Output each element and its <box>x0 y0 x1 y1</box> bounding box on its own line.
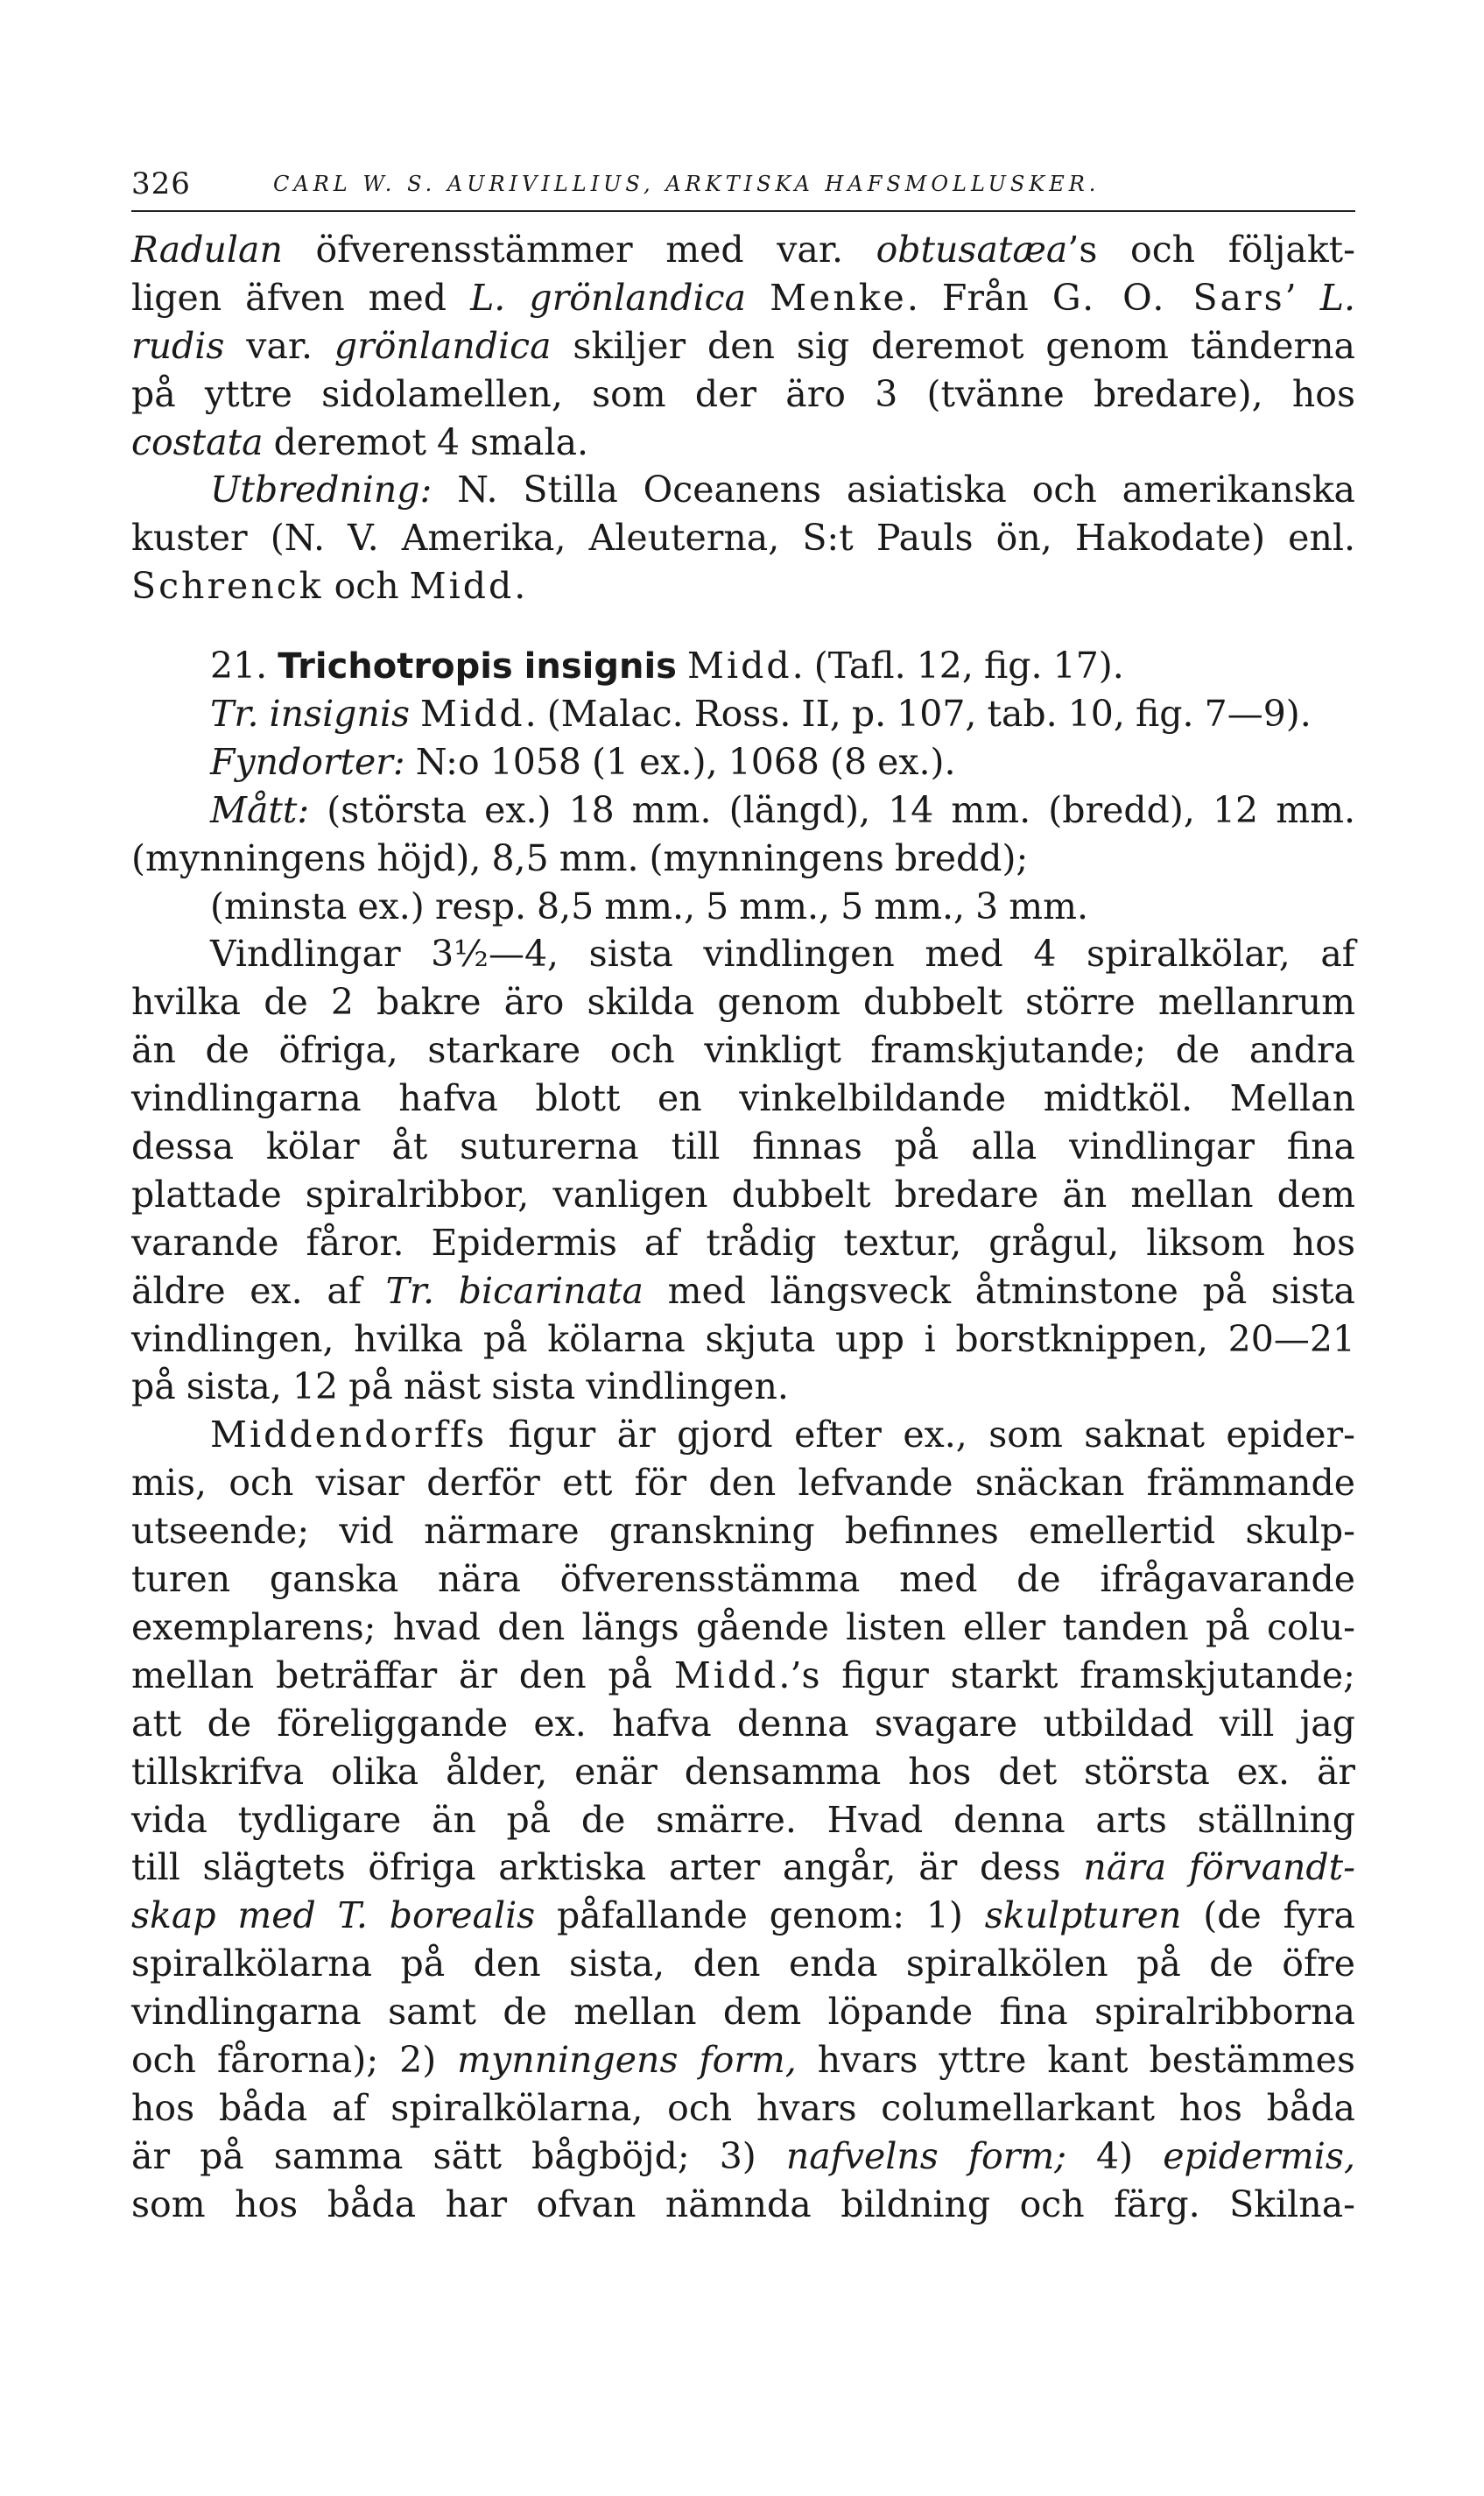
text-span: (de fyra <box>1181 1894 1355 1937</box>
text-span: N:o 1058 (1 ex.), 1068 (8 ex.). <box>404 740 956 783</box>
text-line: tillskrifva olika ålder, enär densamma hos det största ex. är <box>131 1750 1355 1793</box>
species-heading <box>131 642 1355 690</box>
species-number: 21. <box>210 645 278 687</box>
text-line <box>131 1652 1355 1700</box>
italic-span: nära förvandt- <box>1083 1846 1355 1889</box>
author-name: Midd <box>673 1653 779 1696</box>
text-span: öfverensstämmer med var. <box>282 229 876 271</box>
italic-span: skap med T. borealis <box>131 1894 536 1937</box>
text-line: kuster (N. V. Amerika, Aleuterna, S:t Pauls ön, Hakodate) enl. <box>131 517 1355 560</box>
text-span: och fårorna); 2) <box>131 2038 458 2081</box>
text-line <box>131 1892 1355 1940</box>
text-line <box>131 1844 1355 1892</box>
page-number: 326 <box>131 166 191 201</box>
italic-span: obtusatæa <box>876 229 1068 271</box>
italic-span: L. grönlandica <box>470 276 747 319</box>
text-line: Vindlingar 3½—4, sista vindlingen med 4 spiralkölar, af <box>210 933 1355 976</box>
text-span: till slägtets öfriga arktiska arter angår, är dess <box>131 1846 1084 1889</box>
text-line <box>131 2133 1355 2181</box>
text-line: utseende; vid närmare granskning befinnes emellertid skulp- <box>131 1510 1355 1553</box>
text-line: (mynningens höjd), 8,5 mm. (mynningens bredd); <box>131 836 1029 879</box>
author-name: Schrenck <box>131 565 324 608</box>
text-line: vindlingen, hvilka på kölarna skjuta upp i borstknippen, 20—21 <box>131 1317 1355 1360</box>
text-line: spiralkölarna på den sista, den enda spiralkölen på de öfre <box>131 1943 1355 1985</box>
section-gap <box>131 610 1355 642</box>
text-line <box>131 1411 1355 1459</box>
text-line: varande fåror. Epidermis af trådig textur, grågul, liksom hos <box>131 1221 1355 1264</box>
text-line: vida tydligare än på de smärre. Hvad denna arts ställning <box>131 1798 1355 1841</box>
italic-span: Fyndorter: <box>210 740 405 783</box>
italic-span: costata <box>131 420 264 463</box>
text-span: med längsveck åtminstone på sista <box>643 1269 1355 1312</box>
text-span: figur är gjord efter ex., som saknat epider- <box>487 1414 1355 1456</box>
text-line: på sista, 12 på näst sista vindlingen. <box>131 1365 789 1408</box>
text-span: var. <box>224 324 334 367</box>
text-line: exemplarens; hvad den längs gående listen eller tanden på colu- <box>131 1605 1355 1648</box>
text-line: dessa kölar åt suturerna till finnas på alla vindlingar fina <box>131 1125 1355 1168</box>
italic-span: grönlandica <box>334 324 552 367</box>
text-line: att de föreliggande ex. hafva denna svagare utbildad vill jag <box>131 1702 1355 1745</box>
text-span: hvars yttre kant bestämmes <box>796 2038 1355 2081</box>
running-head: CARL W. S. AURIVILLIUS, ARKTISKA HAFSMOLLUSKER. <box>273 172 1101 196</box>
italic-span: Mått: <box>210 788 310 831</box>
text-line <box>131 419 1355 467</box>
italic-span: Tr. bicarinata <box>385 1269 644 1312</box>
text-line: hvilka de 2 bakre äro skilda genom dubbelt större mellanrum <box>131 981 1355 1024</box>
text-span: mellan beträffar är den på <box>131 1653 674 1696</box>
text-span <box>677 645 687 687</box>
text-span: (största ex.) 18 mm. (längd), 14 mm. (bredd), 12 mm. <box>309 788 1355 831</box>
text-line: vindlingarna samt de mellan dem löpande fina spiralribborna <box>131 1991 1355 2034</box>
text-span: skiljer den sig deremot genom tänderna <box>551 324 1355 367</box>
header-rule <box>131 210 1355 212</box>
text-span: ’s och följakt- <box>1067 229 1355 271</box>
italic-span: nafvelns form; <box>785 2134 1067 2177</box>
text-span: . (Tafl. 12, fig. 17). <box>791 645 1124 687</box>
italic-span: mynningens form, <box>457 2038 797 2081</box>
text-line <box>131 2036 1355 2084</box>
italic-span: rudis <box>131 324 225 367</box>
text-line <box>131 786 1355 835</box>
text-span: ’ <box>1284 276 1320 319</box>
italic-span: epidermis, <box>1163 2134 1355 2177</box>
text-line: än de öfriga, starkare och vinkligt framskjutande; de andra <box>131 1029 1355 1072</box>
text-line: vindlingarna hafva blott en vinkelbildande midtköl. Mellan <box>131 1077 1355 1120</box>
text-line: som hos båda har ofvan nämnda bildning och färg. Skilna- <box>131 2182 1355 2225</box>
text-line: mis, och visar derför ett för den lefvande snäckan främmande <box>131 1462 1355 1505</box>
text-line <box>131 322 1355 370</box>
text-line <box>131 738 1355 786</box>
italic-span: Utbredning: <box>210 469 433 511</box>
text-span <box>746 277 770 319</box>
text-span <box>410 693 420 735</box>
species-name: Trichotropis insignis <box>278 646 677 687</box>
body-text <box>131 226 1355 2229</box>
text-span: ligen äfven med <box>131 276 471 319</box>
author-name: Midd <box>687 645 792 687</box>
author-name: G. O. Sars <box>1051 276 1285 319</box>
text-line <box>131 466 1355 514</box>
page-header <box>131 166 1355 205</box>
text-span: och <box>323 565 410 608</box>
author-name: Midd <box>420 693 525 736</box>
text-span: .’s figur starkt framskjutande; <box>778 1653 1355 1696</box>
author-name: Midd <box>409 565 515 608</box>
text-line <box>131 226 1355 274</box>
italic-span: Tr. insignis <box>210 693 410 736</box>
text-line: på yttre sidolamellen, som der äro 3 (tvänne bredare), hos <box>131 372 1355 415</box>
text-span: påfallande genom: 1) <box>535 1894 985 1937</box>
italic-span: L. <box>1319 276 1355 319</box>
italic-span: skulpturen <box>984 1894 1182 1937</box>
text-span: . Från <box>906 276 1052 319</box>
text-span: äldre ex. af <box>131 1269 386 1312</box>
text-line: hos båda af spiralkölarna, och hvars columellarkant hos båda <box>131 2086 1355 2129</box>
text-span: deremot 4 smala. <box>263 420 589 463</box>
text-span: 4) <box>1066 2134 1164 2177</box>
author-name: Menke <box>770 276 907 319</box>
text-span: är på samma sätt bågböjd; 3) <box>131 2134 786 2177</box>
text-line: Schrenck och Midd. <box>131 565 526 608</box>
text-span: N. Stilla Oceanens asiatiska och amerikanska <box>432 469 1355 511</box>
italic-span: Radulan <box>131 229 283 271</box>
text-line <box>131 690 1355 738</box>
text-line: plattade spiralribbor, vanligen dubbelt bredare än mellan dem <box>131 1173 1355 1216</box>
text-line: turen ganska nära öfverensstämma med de ifrågavarande <box>131 1558 1355 1601</box>
text-span: . (Malac. Ross. II, p. 107, tab. 10, fig. 7—9). <box>524 693 1312 736</box>
text-line <box>131 274 1355 322</box>
author-name: Middendorffs <box>210 1414 488 1456</box>
text-line <box>131 1267 1355 1315</box>
text-line: (minsta ex.) resp. 8,5 mm., 5 mm., 5 mm., 3 mm. <box>210 885 1088 927</box>
